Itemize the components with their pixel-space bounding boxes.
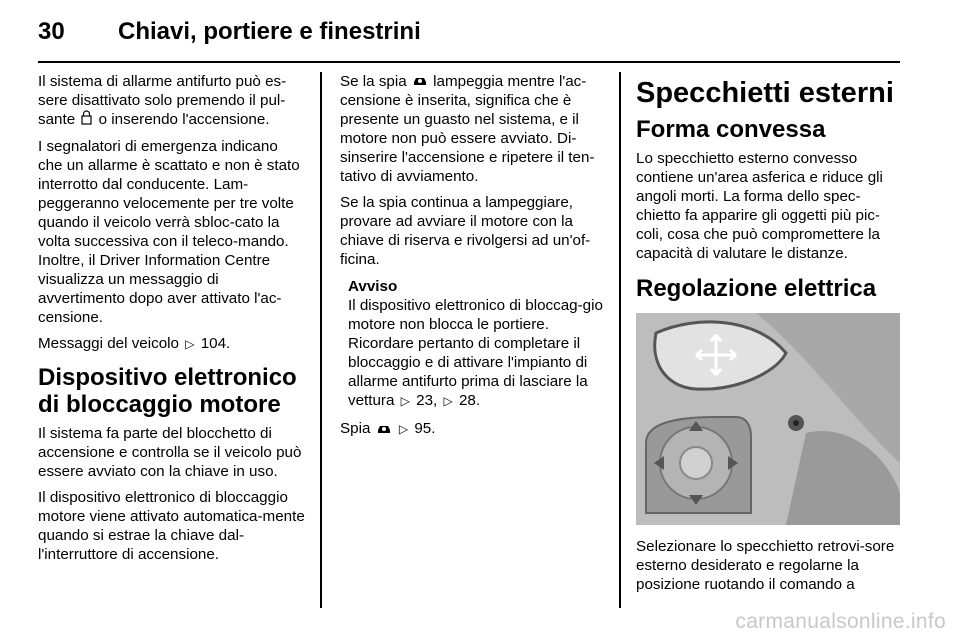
ref-arrow-icon: ▷: [185, 337, 195, 351]
immobilizer-car-key-icon: [413, 72, 427, 91]
column-divider-1: [320, 72, 322, 608]
page-header: [38, 14, 900, 50]
column-divider-2: [619, 72, 621, 608]
lock-button-icon: [81, 110, 92, 130]
paragraph: Il sistema fa parte del blocchetto di accensione e controlla se il veicolo può essere avviato con la chiave in uso.: [38, 425, 302, 480]
mirror-adjust-illustration: [636, 313, 900, 525]
paragraph: I segnalatori di emergenza indicano che un allarme è scattato e non è stato interrotto dal conducente. Lam-peggeranno velocemente per tre volte quando il veicolo verrà sbloc-cato la volta successiva con il teleco-mando. Inoltre, il Driver Information Centre visualizza un messaggio di avvertimento dopo aver attivato l'ac-censione.: [38, 138, 300, 326]
subsection-heading: Forma convessa: [636, 116, 826, 143]
paragraph: Selezionare lo specchietto retrovi-sore esterno desiderato e regolarne la posizione ruotando il comando a: [636, 538, 895, 593]
section-heading-main: Specchietti esterni: [636, 77, 894, 109]
paragraph: Il sistema di allarme antifurto può es-sere disattivato solo premendo il pul-sante o inserendo l'accensione.: [38, 73, 287, 129]
page-ref-link[interactable]: 23,: [416, 392, 438, 410]
ref-arrow-icon: ▷: [398, 422, 409, 437]
note-box: Avviso Il dispositivo elettronico di bloccag-gio motore non blocca le portiere. Ricordare pertanto di completare il bloccaggio e di attivare l'impianto di allarme antifurto prima di lasciare la vettura ▷ 23, ▷ 28.: [348, 277, 608, 411]
section-heading: Dispositivo elettronico di bloccaggio motore: [38, 364, 297, 418]
paragraph: Se la spia continua a lampeggiare, provare ad avviare il motore con la chiave di riserva e rivolgersi ad un'of-ficina.: [340, 194, 591, 269]
immobilizer-car-key-icon: [377, 420, 391, 439]
paragraph: Lo specchietto esterno convesso contiene un'area asferica e riduce gli angoli morti. La forma dello spec-chietto fa apparire gli oggetti più pic-coli, cosa che può compromettere la capacità di valutare le distanze.: [636, 150, 883, 262]
watermark: carmanualsonline.info: [735, 610, 946, 633]
header-divider: [38, 61, 900, 63]
paragraph: Spia ▷ 95.: [340, 420, 436, 438]
page-ref-link[interactable]: 104.: [200, 335, 231, 352]
chapter-title: Chiavi, portiere e finestrini: [118, 18, 421, 45]
page-ref-link[interactable]: 95.: [414, 420, 436, 438]
note-title: Avviso: [348, 278, 398, 296]
ref-arrow-icon: ▷: [443, 394, 453, 409]
page-ref-link[interactable]: 28.: [458, 392, 481, 410]
paragraph: Il dispositivo elettronico di bloccaggio motore viene attivato automatica-mente quando si estrae la chiave dal-l'interruttore di accensione.: [38, 489, 305, 563]
column-3: [636, 72, 904, 601]
page-number: 30: [38, 18, 65, 45]
paragraph: Se la spia lampeggia mentre l'ac-censione è inserita, significa che è presente un guasto nel sistema, e il motore non può essere avviato. Di-sinserire l'accensione e ripetere il ten-tativo di avviamento.: [340, 73, 595, 186]
column-1: [38, 72, 306, 571]
paragraph: Messaggi del veicolo ▷ 104.: [38, 335, 231, 352]
ref-arrow-icon: ▷: [400, 394, 410, 409]
column-2: [340, 72, 608, 446]
subsection-heading: Regolazione elettrica: [636, 275, 877, 302]
